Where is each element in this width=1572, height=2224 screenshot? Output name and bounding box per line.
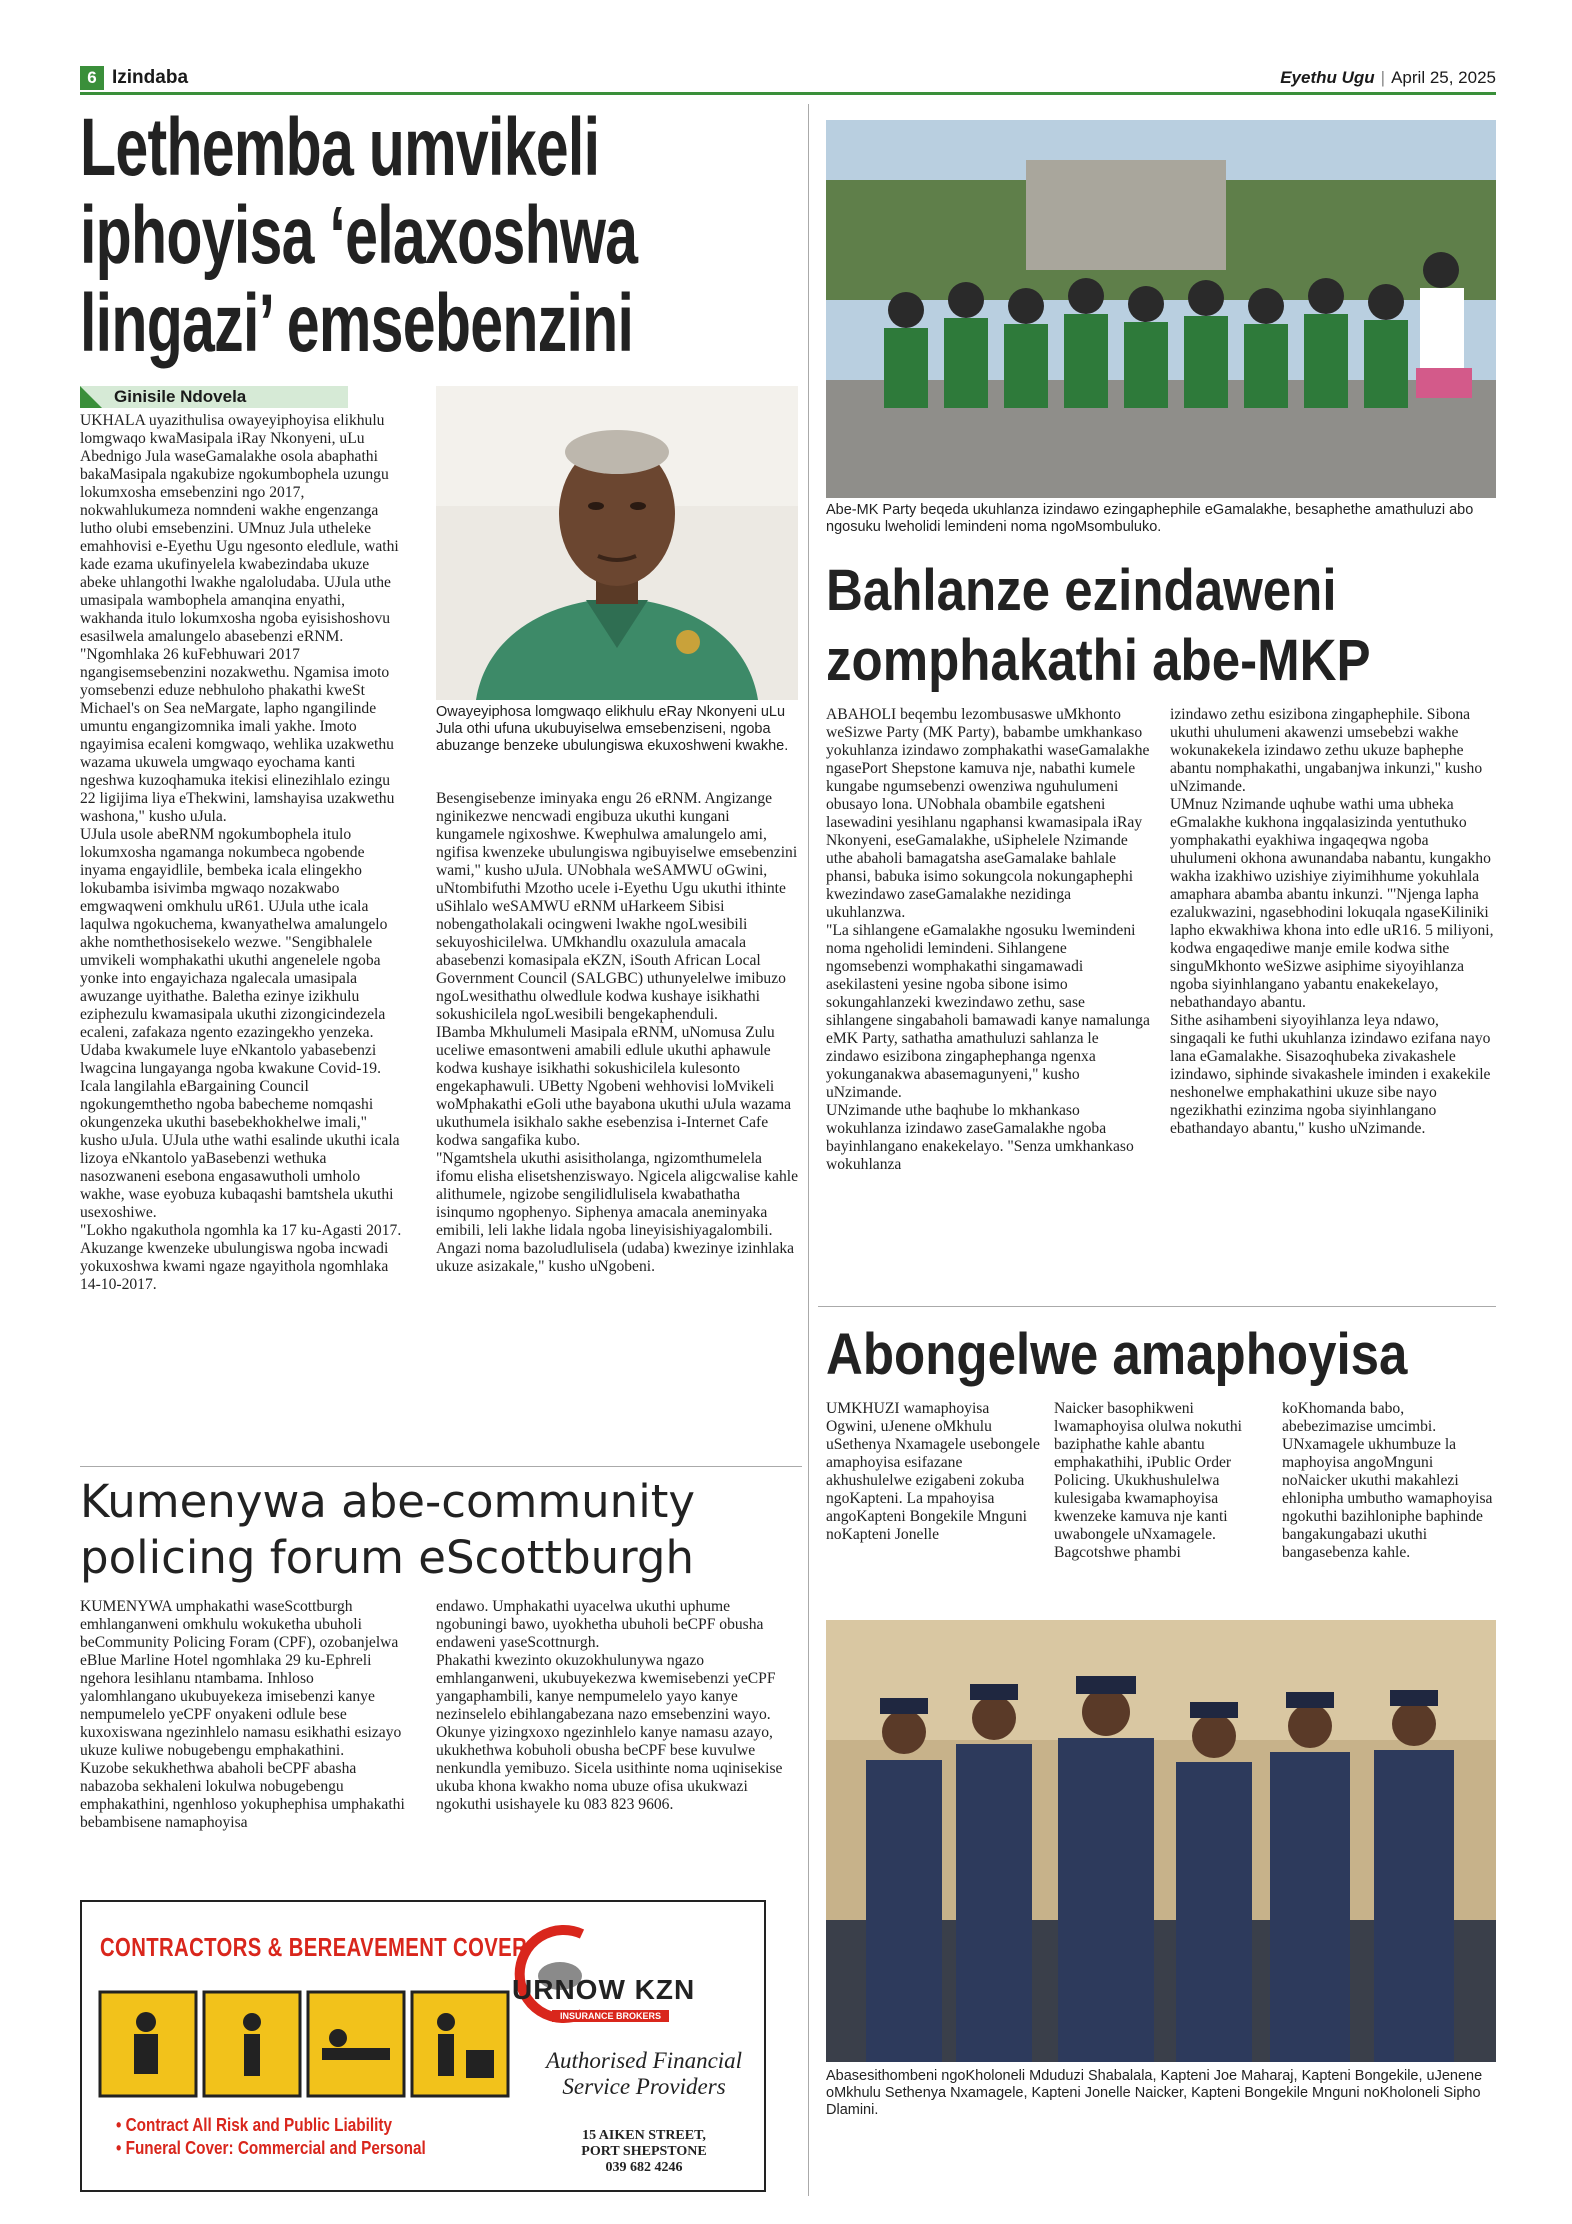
portrait-photo [436, 386, 798, 700]
story1-headline-line: lingazi’ emsebenzini [80, 278, 634, 369]
header-separator: | [1380, 68, 1386, 87]
story1-column-1 [80, 412, 408, 1458]
issue-date: April 25, 2025 [1391, 68, 1496, 87]
ad-address-line: PORT SHEPSTONE [581, 2144, 707, 2159]
story2-paragraph: "La sihlangene eGamalakhe ngosuku lwemindeni noma ngeholidi lemindeni. Sihlangene ngomsebenzi womphakathi singamawadi asekilasteni yesine ngoba sibone isimo sokungahlanzeki kwezindawo zethu, sase sihlangene singabaholi bamawadi kanye namalunga eMK Party, sathatha amathuluzi sahlanza le zindawo esizibona zingaphephanga ngenxa yokunganakwa abasemagunyeni," kusho uNzimande. [826, 922, 1150, 1101]
injury-icon [308, 1992, 404, 2096]
story3-paragraph: Phakathi kwezinto okuzokhulunywa ngazo emhlanganweni, ukubuyekezwa kwemisebenzi yeCPF yangaphambili, kanye nempumelelo yayo kanye nezinselelo ebihlangabezana nazo emsebenzini wayo. [436, 1652, 776, 1723]
section-label: Izindaba [112, 67, 189, 88]
mk-party-image [826, 120, 1496, 498]
story3-paragraph: Okunye yizingxoxo ngezinhlelo kanye namasu azayo, ukukhethwa kobuholi obusha beCPF bese kuvulwe nenkundla yemibuzo. Sicela usithinte noma uqinisekise ukuba khona kwakho noma ubuze ofisa ukukwazi ngokuthi usishayele ku 083 823 9606. [436, 1724, 783, 1813]
ad-bullet: • Contract All Risk and Public Liability [116, 2115, 392, 2135]
police-photo [826, 1620, 1496, 2062]
story3-paragraph: endawo. Umphakathi uyacelwa ukuthi uphume ngobuningi bawo, uyokhetha ubuholi beCPF obusha endaweni yaseScottnurgh. [436, 1598, 764, 1651]
story2-column-2 [1170, 706, 1496, 1296]
story3-column-1 [80, 1598, 408, 1888]
story2-headline-line: zomphakathi abe-MKP [826, 628, 1371, 693]
story4-column-3: koKhomanda babo, abebezimazise umcimbi. UNxamagele ukhumbuze la maphoyisa angoMnguni noNaicker ukuthi makahlezi ehloniphа umbutho wamaphoyisa ngokuthi bazihloniphe baphinde bangakungabazi ukuthi bangasebenza kahle. [1282, 1400, 1493, 1561]
column-divider-lower [808, 1480, 809, 2196]
ad-address-line: 15 AIKEN STREET, [582, 2128, 706, 2143]
story4-column-2: Naicker basophikweni lwamaphoyisa olulwa nokuthi baziphathe kahle abantu emphakathihi, iPublic Order Policing. Ukukhushulelwa kulesigaba kwamaphoyisa kwenzeke kamuva nje kanti uwabongele uNxamagele. Bagcotshwe phambi [1054, 1400, 1242, 1561]
ad-title: CONTRACTORS & BEREAVEMENT COVER [100, 1932, 528, 1962]
story1-paragraph: "Lokho ngakuthola ngomhla ka 17 ku-Agasti 2017. Akuzange kwenzeke ubulungiswa ngoba incwadi yokuxoshwa kwami ngaze ngayithola ngomhlaka 14-10-2017. [80, 1222, 402, 1293]
story1-paragraph: "Ngamtshela ukuthi asisitholanga, ngizomthumelela ifomu elisha elisetshenziswayo. Ngicela aligcwalise kahle alithumele, ngizobe sengilidlulisela kwabathatha isinqumo ngophenyo. Siphenya amacala aneminyaka emibili, leli lakhe lidala ngoba lineyisishiyagalombili. Angazi noma bazoludlulisela (udaba) kwezinye izinhlaka ukuze asizakale," kusho uNgobeni. [436, 1150, 798, 1275]
ad-bullet: • Funeral Cover: Commercial and Personal [116, 2138, 426, 2158]
story2-headline-line: Bahlanze ezindaweni [826, 558, 1337, 623]
story3-headline-line: Kumenywa abe-community [80, 1475, 695, 1528]
story1-paragraph: UJula usole abeRNM ngokumbophela itulo lokumxosha ngamanga nokumbeca ngobende inyama engayidlile, bembeka icala elingekho lokubamba isivimba mgwaqo nozakwabo emgwaqweni omkhulu uR61. UJula uthe icala laqulwa ngokuchema, kwanyathelwa amalungelo akhe nomthethosisekelo wezwe. "Sengibhalele umvikeli womphakathi ukuthi angenelele ngoba yonke into engayichaza ngalecala umasipala awuzange uyithathe. Baletha ezinye izikhulu eziphezulu kwamasipala ukuthi zizongicindezela ecaleni, zafakaza ngento ezazingekho yenzeka. Udaba kwakumele luye eNkantolo yabasebenzi lwagcina lungayanga ngoba kwakune Covid-19. Icala langilahla eBargaining Council ngokungemthetho ngoba babecheme nomqashi okungenzeka ukuthi basebekhokhelwe imali," kusho uJula. UJula uthe wathi esalinde ukuthi icala lizoya eNkantolo yaBasebenzi wethuka nasozwaneni esebona engasawutholi umholo wakhe, wase eyobuza kubaqashi bamtshela ukuthi usexoshiwe. [80, 826, 400, 1221]
radiation-icon [412, 1992, 508, 2096]
story3-paragraph: Kuzobe sekukhethwa abaholi beCPF abasha nabazoba sekhaleni lokulwa nobugebengu emphakathini, ngenhloso yokuphephisa umphakathi bebambisene namaphoyisa [80, 1760, 405, 1831]
story2-paragraph: Sithe asihambeni siyoyihlanza leya ndawo, singaqali ke futhi ukuhlanza izindawo ezifana nayo lana eGamalakhe. Sisazoqhubeka zivakashele izindawo, siphinde sivakashele iminden i exakekile neshonelwe emphakathini ukuze sibe nayo ngezikhathi ezinzima ngoba siyinhlangano ebathandayo abantu," kusho uNzimande. [1170, 1012, 1491, 1137]
story-divider-left [80, 1466, 802, 1467]
falling-object-icon [100, 1992, 196, 2096]
story2-paragraph: izindawo zethu esizibona zingaphephile. Sibona ukuthi uhulumeni akawenzi umsebebzi wakhe wokunakekela izindawo zethu ukuze baphephe abantu nomphakathi, ungabanjwa inkunzi," kusho uNzimande. [1170, 706, 1483, 795]
ad-tagline-line: Service Providers [562, 2074, 726, 2099]
portrait-image [436, 386, 798, 700]
portrait-caption: Owayeyiphosa lomgwaqo elikhulu eRay Nkonyeni uLu Jula othi ufuna ukubuyiselwa emsebenziseni, ngoba abuzange benzeke ubulungiswa ekuxoshweni kwakhe. [436, 704, 789, 754]
story1-headline-line: iphoyisa ‘elaxoshwa [80, 190, 638, 281]
story3-headline-line: policing forum eScottburgh [80, 1531, 694, 1584]
police-caption: Abasesithombeni ngoKholoneli Mduduzi Shabalala, Kapteni Joe Maharaj, Kapteni Bongekile, uJenene oMkhulu Sethenya Nxamagele, Kapteni Jonelle Naicker, Kapteni Bongekile Mnguni noKholoneli Sipho Dlamini. [826, 2068, 1483, 2118]
story1-paragraph: Besengisebenze iminyaka engu 26 eRNM. Angizange nginikezwe nencwadi engibuza ukuthi kungani kungamele ngixoshwe. Kwephulwa amalungelo ami, ngifisa kwenzeke ubulungiswa ngibuyiselwe emsebenzini wami," kusho uJula. UNobhala weSAMWU oGwini, uNtombifuthi Mzotho ucele i-Eyethu Ugu ukuthi ithinte uSihlalo weSAMWU eRNM uHarkeem Sibisi nobengatholakali ocingweni lwakhe ngoLwesibili sekuyoshicilelwa. UMkhandlu oxazulula amacala abasebenzi komasipala eKZN, iSouth African Local Government Council (SALGBC) uthunyelelwe imibuzo ngoLwesithathu olwedlule kodwa kushaye isikhathi sokushicilela ngoLwesibili bengekaphenduli. [436, 790, 798, 1023]
ad-brand-sub: INSURANCE BROKERS [552, 2010, 669, 2022]
story2-headline [826, 556, 1371, 696]
ad-phone: 039 682 4246 [605, 2160, 683, 2175]
header-rule [80, 92, 1496, 95]
story3-column-2 [436, 1598, 798, 1888]
insurance-advert [80, 1900, 766, 2192]
police-image [826, 1620, 1496, 2062]
publication-name: Eyethu Ugu [1280, 68, 1375, 87]
byline-marker [80, 386, 102, 408]
story2-paragraph: UNzimande uthe baqhube lo mkhankaso wokuhlanza izindawo zaseGamalakhe ngoba bayinhlangano enakekelayo. "Senza umkhankaso wokuhlanza [826, 1102, 1134, 1173]
story3-paragraph: KUMENYWA umphakathi waseScottburgh emhlanganweni omkhulu wokuketha ubuholi beCommunity Policing Foram (CPF), ozobanjelwa eBlue Marline Hotel ngomhlaka 29 ku-Ephreli ngehora lesihlanu ntambama. Inhloso yalomhlangano ukubuyekeza imisebenzi kanye nempumelelo yeCPF onyakeni odlule bese kuxoxiswana ngezinhlelo namasu esikhathi esizayo ukuze kuliwe nobugebengu emphakathini. [80, 1598, 402, 1759]
story-divider-right [818, 1306, 1496, 1307]
mk-party-photo [826, 120, 1496, 498]
story4-column-1: UMKHUZI wamaphoyisa Ogwini, uJenene oMkhulu uSethenya Nxamagele usebongele amaphoyisa esifazane akhushulelwe ezigabeni zokuba ngoKapteni. La mpahoyisa angoKapteni Bongekile Mnguni noKapteni Jonelle [826, 1400, 1040, 1543]
story1-paragraph: IBamba Mkhulumeli Masipala eRNM, uNomusa Zulu uceliwe emasontweni amabili edlule ukuthi aphawule kodwa kushaye isikhathi sokushicilela kulesonto engekaphawuli. UBetty Ngobeni wehhovisi loMvikeli woMphakathi eGoli uthe bayabona ukuthi uJula wazama ukuthumela isikhalo sakhe esebenzisa i-Internet Cafe kodwa sangafika kubo. [436, 1024, 792, 1149]
masthead-info [1280, 66, 1496, 90]
ad-brand: URNOW KZN [512, 1974, 696, 2005]
ad-tagline [534, 2048, 754, 2100]
byline: Ginisile Ndovela [114, 387, 247, 406]
hazard-icons [96, 1988, 516, 2108]
mk-party-caption: Abe-MK Party beqeda ukuhlanza izindawo ezingaphephile eGamalakhe, besaphethe amathuluzi abo ngosuku lweholidi lemindeni noma ngoMsombuluko. [826, 502, 1474, 535]
story1-headline-line: Lethemba umvikeli [80, 102, 600, 193]
story3-headline [80, 1474, 695, 1586]
page-number: 6 [80, 66, 104, 90]
story4-headline: Abongelwe amaphoyisa [826, 1322, 1408, 1387]
story1-paragraph: "Ngomhlaka 26 kuFebhuwari 2017 ngangisemsebenzini nozakwethu. Ngamisa imoto yomsebenzi eduze nebhuloho phakathi kweSt Michael's on Sea neMargate, lapho ngangilinde umuntu engangizomnika imali yakhe. Imoto ngayimisa ecaleni komgwaqo, wehlika uzakwethu wazama ukuwela umgwaqo eyochama kanti ngeshwa kuzoqhamuka itekisi elinezihlalo ezingu 22 ligijima liya eThekwini, lamshayisa uzakwethu washona," kusho uJula. [80, 646, 395, 825]
story1-paragraph: UKHALA uyazithulisa owayeyiphoyisa elikhulu lomgwaqo kwaMasipala iRay Nkonyeni, uLu Abednigo Jula waseGamalakhe osola abaphathi bakaMasipala ngakubize ngokumbophela uzungu lokumxosha emsebenzini ngo 2017, nokwahlukumeza nomndeni wakhe engenzanga lutho olubi emsebenzini. UMnuz Jula utheleke emahhovisi e-Eyethu Ugu ngesonto eledlule, wathi kade ezama ukufinyelela kwabezindaba ukuze abeke uhlangothi lwakhe ngaloludaba. UJula uthe umasipala wambophela amanqina enyathi, wakhanda itulo lokumxosha ngoba eyisishoshovu esasilwela amalungelo abasebenzi eRNM. [80, 412, 399, 645]
ad-bullets [116, 2114, 480, 2160]
ad-tagline-line: Authorised Financial [545, 2048, 743, 2073]
pedestrian-icon [204, 1992, 300, 2096]
story2-paragraph: ABAHOLI beqembu lezombusaswe uMkhonto weSizwe Party (MK Party), babambe umkhankaso yokuhlanza izindawo zomphakathi waseGamalakhe ngasePort Shepstone kamuva nje, nabathi kumele kungabe ngumsebenzi owenziwa nguhulumeni obusayo lona. UNobhala obambile egatsheni lasewadini yesihlanu ngaphansi kwamasipala iRay Nkonyeni, eseGamalakhe, uSiphelele Nzimande uthe abaholi bamagatsha aseGamalake bahlale phansi, babuka isimo sokungcola nokungaphephi kwezindawo zaseGamalakhe nezidinga ukuhlanzwa. [826, 706, 1150, 921]
story2-paragraph: UMnuz Nzimande uqhube wathi uma ubheka eGmalakhe kukhona ingqalasizinda yentuthuko yomphakathi eyakhiwa ingaqeqwa ngoba uhulumeni okhona awunandaba nabantu, kungakho wakha izakhiwo uzishiye ziyimihhume yokuhlala amaphara abamba abantu inkunzi. "'Njenga lapha ezalukwazini, ngasebhodini lokuqala ngaseKiliniki lapho ekwakhiwa khona into edle uR16. 5 miliyoni, kodwa engaqediwe manje emile kodwa sithe singuMkhonto weSizwe asiphime siyoyihlanza ngoba siyinhlangano yabantu enakekelayo, nebathandayo abantu. [1170, 796, 1494, 1011]
story1-column-2 [436, 790, 798, 1458]
story2-column-1 [826, 706, 1152, 1296]
ad-address [534, 2128, 754, 2176]
story1-headline [80, 104, 637, 368]
column-divider-right [808, 104, 809, 1480]
